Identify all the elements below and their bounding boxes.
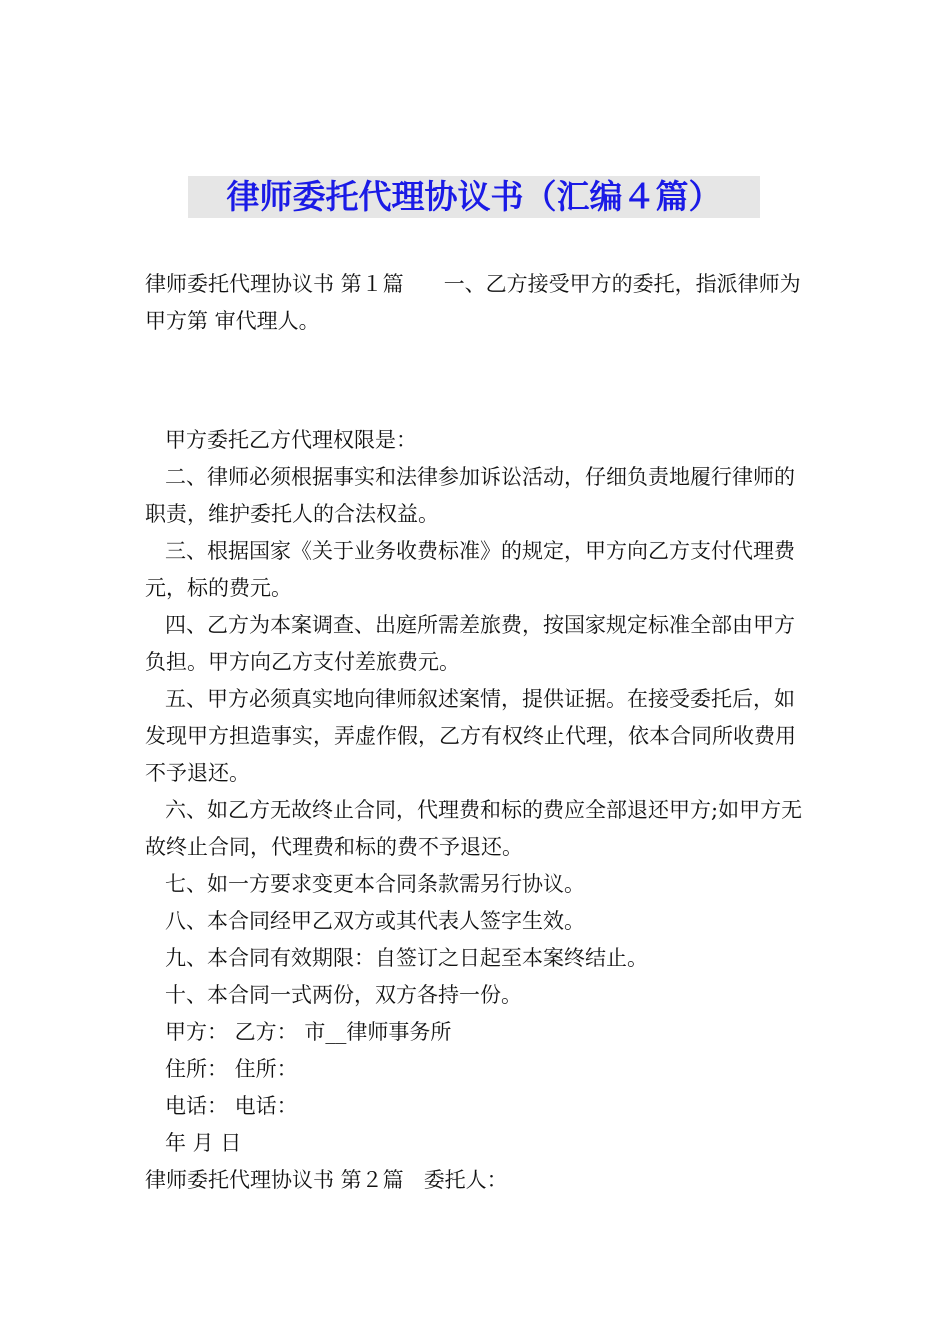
document-title: 律师委托代理协议书（汇编４篇） — [226, 177, 722, 216]
date-line: 年 月 日 — [165, 1131, 242, 1155]
paragraph-8: 七、如一方要求变更本合同条款需另行协议。 — [165, 872, 585, 896]
paragraph-1-text: 一、乙方接受甲方的委托，指派律师为甲方第 审代理人。 — [145, 272, 801, 333]
phone-line: 电话： 电话： — [165, 1094, 298, 1118]
blank-space — [145, 340, 810, 422]
paragraph-11: 十、本合同一式两份，双方各持一份。 — [165, 983, 522, 1007]
paragraph-2: 甲方委托乙方代理权限是： — [165, 428, 417, 452]
address-line: 住所： 住所： — [165, 1057, 298, 1081]
signature-party-line: 甲方： 乙方： 市__律师事务所 — [165, 1020, 452, 1044]
document-body — [145, 266, 810, 1199]
paragraph-10: 九、本合同有效期限：自签订之日起至本案终结止。 — [165, 946, 648, 970]
paragraph-7: 六、如乙方无故终止合同，代理费和标的费应全部退还甲方;如甲方无故终止合同，代理费和标的费不予退还。 — [145, 798, 803, 859]
paragraph-3: 二、律师必须根据事实和法律参加诉讼活动，仔细负责地履行律师的职责，维护委托人的合法权益。 — [145, 465, 795, 526]
paragraph-9: 八、本合同经甲乙双方或其代表人签字生效。 — [165, 909, 585, 933]
paragraph-16 — [145, 1162, 810, 1199]
section-1-heading: 律师委托代理协议书 第１篇 — [145, 272, 404, 296]
paragraph-4: 三、根据国家《关于业务收费标准》的规定，甲方向乙方支付代理费元，标的费元。 — [145, 539, 795, 600]
title-highlight — [188, 176, 760, 218]
paragraph-1 — [145, 266, 810, 340]
paragraph-6: 五、甲方必须真实地向律师叙述案情，提供证据。在接受委托后，如发现甲方担造事实，弄虚作假，乙方有权终止代理，依本合同所收费用不予退还。 — [145, 687, 796, 785]
section-2-heading: 律师委托代理协议书 第２篇 — [145, 1168, 404, 1192]
paragraph-5: 四、乙方为本案调查、出庭所需差旅费，按国家规定标准全部由甲方负担。甲方向乙方支付差旅费元。 — [145, 613, 795, 674]
paragraph-16-text: 委托人： — [423, 1168, 508, 1192]
